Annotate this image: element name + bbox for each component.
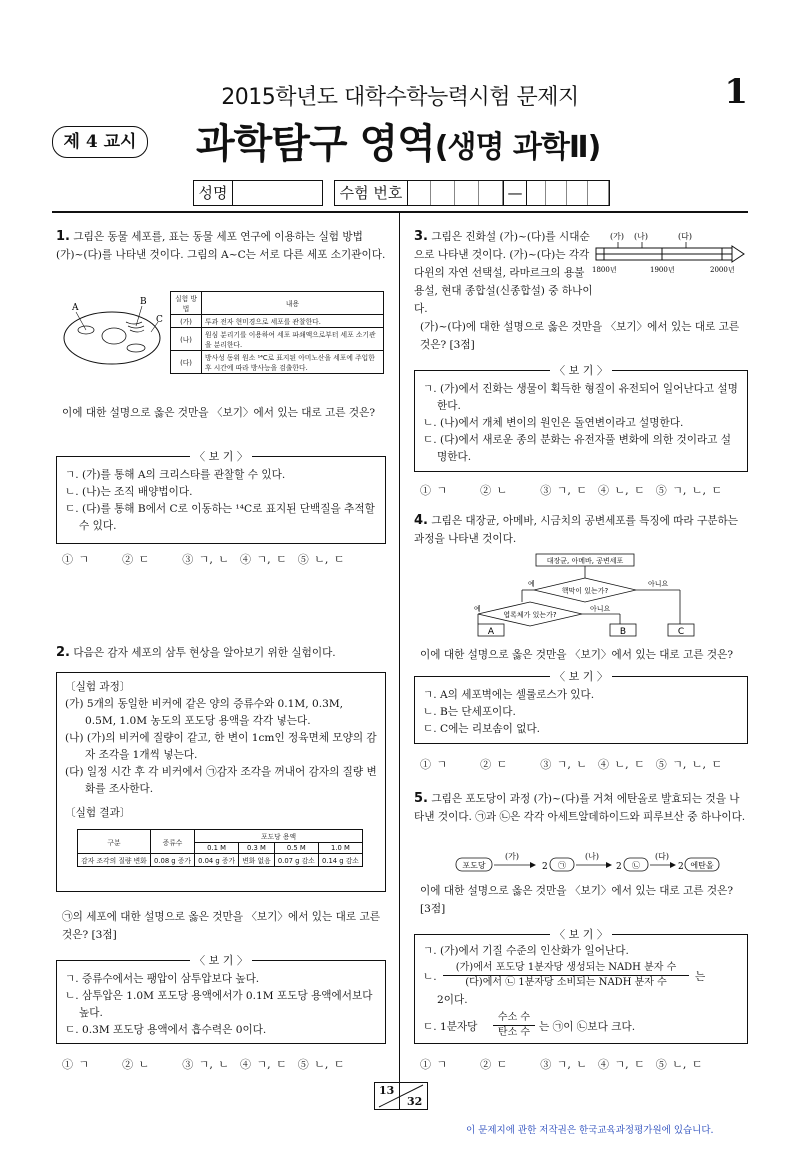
q2-proc-2: (나) (가)의 비커에 질량이 같고, 한 변이 1cm인 정육면체 모양의 감자 조각을 1개씩 넣는다. [65, 732, 377, 761]
page-indicator [374, 1082, 428, 1110]
q1-label-c: C [156, 315, 163, 325]
q2-val-c1: 0.04 g 증가 [195, 854, 239, 867]
name-label: 성명 [194, 181, 233, 205]
q5-item-2-end: 2이다. [437, 994, 468, 1006]
q3-item-3: ㄷ. (다)에서 새로운 종의 분화는 유전자풀 변화에 의한 것이라고 설명한다. [423, 434, 732, 463]
q1-item-3: ㄷ. (다)를 통해 B에서 C로 이동하는 ¹⁴C로 표지된 단백질을 추적할 수 있다. [65, 503, 375, 532]
q4-stem [414, 512, 748, 548]
page-total: 32 [407, 1095, 423, 1108]
q4-item-2: ㄴ. B는 단세포이다. [423, 706, 516, 718]
q1-row3-text: 방사성 동위 원소 ¹⁴C로 표지된 아미노산을 세포에 주입한 후 시간에 따라 방사능을 검출한다. [202, 351, 384, 374]
q5-item-3-post: 는 ㉠이 ㉡보다 크다. [539, 1021, 636, 1033]
q5-item-3-prefix: ㄷ. 1분자당 [423, 1021, 478, 1033]
q3-question: (가)~(다)에 대한 설명으로 옳은 것만을 〈보기〉에서 있는 대로 고른 것은? [3점] [420, 321, 740, 351]
q1-text: 그림은 동물 세포를, 표는 동물 세포 연구에 이용하는 실험 방법 (가)~(다)를 나타낸 것이다. 그림의 A~C는 서로 다른 세포 소기관이다. [56, 231, 386, 261]
header-rule [52, 211, 748, 213]
q3-timeline [590, 228, 750, 278]
q2-proc-3: (다) 일정 시간 후 각 비커에서 ㉠감자 조각을 꺼내어 감자의 질량 변화를 조사한다. [65, 766, 377, 795]
q2-th-c4: 1.0 M [318, 843, 362, 854]
q2-val-water: 0.08 g 증가 [150, 854, 194, 867]
q1-number: 1. [56, 229, 70, 244]
q2-val-c3: 0.07 g 감소 [274, 854, 318, 867]
q4-choices[interactable]: ① ㄱ ② ㄷ ③ ㄱ, ㄴ ④ ㄴ, ㄷ ⑤ ㄱ, ㄴ, ㄷ [420, 758, 723, 771]
q2-result-title: 〔실험 결과〕 [65, 807, 131, 819]
q5-number: 5. [414, 791, 428, 806]
q2-val-c2: 변화 없음 [239, 854, 275, 867]
q3-tl-na: (나) [634, 232, 648, 241]
subject-title [196, 112, 600, 169]
q4-question: 이에 대한 설명으로 옳은 것만을 〈보기〉에서 있는 대로 고른 것은? [420, 649, 734, 661]
q4-text: 그림은 대장균, 아메바, 시금치의 공변세포를 특징에 따라 구분하는 과정을 나타낸 것이다. [414, 515, 738, 545]
q2-result-table [77, 829, 363, 867]
q5-item-2-post: 는 [695, 971, 706, 983]
exam-number-cells-2[interactable] [525, 181, 609, 205]
q1-label-a: A [72, 303, 79, 313]
q4-fc-yes2: 예 [474, 605, 481, 613]
q2-proc-title: 〔실험 과정〕 [65, 681, 131, 693]
q2-choices[interactable]: ① ㄱ ② ㄴ ③ ㄱ, ㄴ ④ ㄱ, ㄷ ⑤ ㄴ, ㄷ [62, 1058, 345, 1071]
q5-rx-nieun: ㉡ [632, 861, 640, 870]
q3-year-2000: 2000년 [710, 266, 735, 274]
page-current: 13 [379, 1084, 395, 1097]
q5-item-2-numerator: (가)에서 포도당 1분자당 생성되는 NADH 분자 수 [443, 961, 689, 976]
q1-th-method: 실험 방법 [171, 292, 202, 315]
exam-title: 2015학년도 대학수학능력시험 문제지 [221, 85, 579, 110]
q5-rx-2b: 2 [616, 862, 622, 872]
q5-rx-2c: 2 [678, 862, 684, 872]
q4-fc-c: C [677, 627, 685, 637]
q2-val-c4: 0.14 g 감소 [318, 854, 362, 867]
subject-sub: (생명 과학Ⅱ) [434, 130, 601, 165]
q3-tl-da: (다) [678, 232, 692, 241]
q4-item-1: ㄱ. A의 세포벽에는 셀룰로스가 있다. [423, 689, 595, 701]
q1-stem [56, 228, 386, 264]
q2-th-glucose: 포도당 용액 [195, 830, 363, 843]
exam-number-cells-1[interactable] [407, 181, 503, 205]
q5-item-1: ㄱ. (가)에서 기질 수준의 인산화가 일어난다. [423, 945, 629, 957]
q5-rx-na: (나) [585, 852, 599, 861]
q2-item-1: ㄱ. 증류수에서는 팽압이 삼투압보다 높다. [65, 973, 260, 985]
q5-reaction-diagram [452, 848, 722, 876]
q3-text: 그림은 진화설 (가)~(다)를 시대순으로 나타낸 것이다. (가)~(다)는 각각 다윈의 자연 선택설, 라마르크의 용불용설, 현대 종합설(신종합설) 중 하나이다. [414, 231, 593, 315]
q2-stem [56, 644, 386, 662]
q4-fc-yes1: 예 [528, 580, 535, 588]
q1-th-content: 내용 [202, 292, 384, 315]
q2-bogi-box [56, 954, 386, 1044]
q4-fc-top: 대장균, 아메바, 공변세포 [546, 557, 624, 565]
q3-year-1900: 1900년 [650, 266, 675, 274]
q5-rx-da: (다) [655, 852, 669, 861]
exam-number-label: 수험 번호 [335, 181, 408, 205]
q1-row1-label: (가) [171, 315, 202, 328]
q4-fc-no1: 아니요 [648, 580, 669, 588]
q1-row2-text: 원심 분리기를 이용하여 세포 파쇄액으로부터 세포 소기관을 분리한다. [202, 328, 384, 351]
q5-item-2-fraction [443, 961, 689, 990]
q5-rx-giyeok: ㉠ [558, 861, 566, 870]
q5-item-2-denominator: (다)에서 ㉡ 1분자당 소비되는 NADH 분자 수 [465, 977, 667, 988]
name-field[interactable] [193, 180, 323, 206]
q5-item-3-numerator: 수소 수 [493, 1011, 535, 1026]
q3-year-1800: 1800년 [592, 266, 617, 274]
q5-item-3-denominator: 탄소 수 [497, 1027, 531, 1038]
q3-item-1: ㄱ. (가)에서 진화는 생물이 획득한 형질이 유전되어 일어난다고 설명한다. [423, 383, 738, 412]
q4-fc-q1: 핵막이 있는가? [561, 587, 609, 595]
q5-rx-ga: (가) [505, 852, 519, 861]
q1-question: 이에 대한 설명으로 옳은 것만을 〈보기〉에서 있는 대로 고른 것은? [62, 407, 376, 419]
q2-th-c2: 0.3 M [239, 843, 275, 854]
q1-label-b: B [140, 297, 147, 307]
exam-number-field[interactable] [334, 180, 610, 206]
q5-question: 이에 대한 설명으로 옳은 것만을 〈보기〉에서 있는 대로 고른 것은? [3점] [420, 885, 734, 915]
q4-fc-a: A [487, 627, 495, 637]
q4-fc-b: B [619, 627, 627, 637]
session-badge: 제 4 교시 [52, 126, 148, 158]
q4-fc-no2: 아니요 [590, 605, 611, 613]
q3-tl-ga: (가) [610, 232, 624, 241]
q2-row-label: 감자 조각의 질량 변화 [78, 854, 151, 867]
q1-bogi-box [56, 450, 386, 544]
page-number: 1 [724, 72, 748, 112]
column-divider [399, 213, 400, 1110]
q1-item-1: ㄱ. (가)를 통해 A의 크리스타를 관찰할 수 있다. [65, 469, 286, 481]
q5-bogi-box [414, 928, 748, 1044]
q5-rx-glucose: 포도당 [462, 861, 486, 870]
q4-bogi-box [414, 670, 748, 744]
q2-th-c3: 0.5 M [274, 843, 318, 854]
q1-row2-label: (나) [171, 328, 202, 351]
q2-text: 다음은 감자 세포의 삼투 현상을 알아보기 위한 실험이다. [73, 647, 336, 659]
q1-method-table [170, 291, 384, 374]
q2-item-3: ㄷ. 0.3M 포도당 용액에서 흡수력은 0이다. [65, 1024, 267, 1036]
q2-proc-1: (가) 5개의 동일한 비커에 같은 양의 증류수와 0.1M, 0.3M, 0.5M, 1.0M 농도의 포도당 용액을 각각 넣는다. [65, 698, 344, 727]
q1-row3-label: (다) [171, 351, 202, 374]
q5-item-3-fraction [493, 1011, 535, 1040]
q5-choices[interactable]: ① ㄱ ② ㄷ ③ ㄱ, ㄴ ④ ㄱ, ㄷ ⑤ ㄴ, ㄷ [420, 1058, 703, 1071]
subject-main: 과학탐구 영역 [196, 121, 435, 167]
q4-fc-q2: 엽록체가 있는가? [503, 611, 557, 619]
q3-choices[interactable]: ① ㄱ ② ㄴ ③ ㄱ, ㄷ ④ ㄴ, ㄷ ⑤ ㄱ, ㄴ, ㄷ [420, 484, 723, 497]
exam-number-dash: — [503, 181, 527, 205]
q2-question: ㉠의 세포에 대한 설명으로 옳은 것만을 〈보기〉에서 있는 대로 고른 것은? [3점] [62, 911, 380, 941]
q3-item-2: ㄴ. (나)에서 개체 변이의 원인은 돌연변이라고 설명한다. [423, 417, 684, 429]
q3-bogi-box [414, 364, 748, 472]
q5-bogi-title: 〈 보 기 〉 [550, 928, 612, 941]
q2-th-group: 구분 [78, 830, 151, 854]
q1-row1-text: 투과 전자 현미경으로 세포를 관찰한다. [202, 315, 384, 328]
q2-bogi-title: 〈 보 기 〉 [190, 954, 252, 967]
q5-item-2-prefix: ㄴ. [423, 971, 437, 983]
q3-stem [414, 228, 594, 318]
q4-number: 4. [414, 513, 428, 528]
q5-rx-2a: 2 [542, 862, 548, 872]
q4-bogi-title: 〈 보 기 〉 [550, 670, 612, 683]
q2-th-water: 증류수 [150, 830, 194, 854]
q4-item-3: ㄷ. C에는 리보솜이 없다. [423, 723, 541, 735]
copyright-notice: 이 문제지에 관한 저작권은 한국교육과정평가원에 있습니다. [466, 1125, 714, 1136]
q4-flowchart [476, 552, 696, 640]
q5-text: 그림은 포도당이 과정 (가)~(다)를 거쳐 에탄올로 발효되는 것을 나타낸 것이다. ㉠과 ㉡은 각각 아세트알데하이드와 피루브산 중 하나이다. [414, 793, 746, 823]
q1-cell-diagram [56, 292, 166, 372]
q1-item-2: ㄴ. (나)는 조직 배양법이다. [65, 486, 193, 498]
q2-item-2: ㄴ. 삼투압은 1.0M 포도당 용액에서가 0.1M 포도당 용액에서보다 높다. [65, 990, 373, 1019]
q5-stem [414, 790, 748, 826]
q5-rx-ethanol: 에탄올 [690, 861, 714, 870]
q1-bogi-title: 〈 보 기 〉 [190, 450, 252, 463]
q1-choices[interactable]: ① ㄱ ② ㄷ ③ ㄱ, ㄴ ④ ㄱ, ㄷ ⑤ ㄴ, ㄷ [62, 553, 345, 566]
q3-bogi-title: 〈 보 기 〉 [550, 364, 612, 377]
q2-experiment-box [56, 672, 386, 892]
q3-number: 3. [414, 229, 428, 244]
q2-th-c1: 0.1 M [195, 843, 239, 854]
q2-number: 2. [56, 645, 70, 660]
